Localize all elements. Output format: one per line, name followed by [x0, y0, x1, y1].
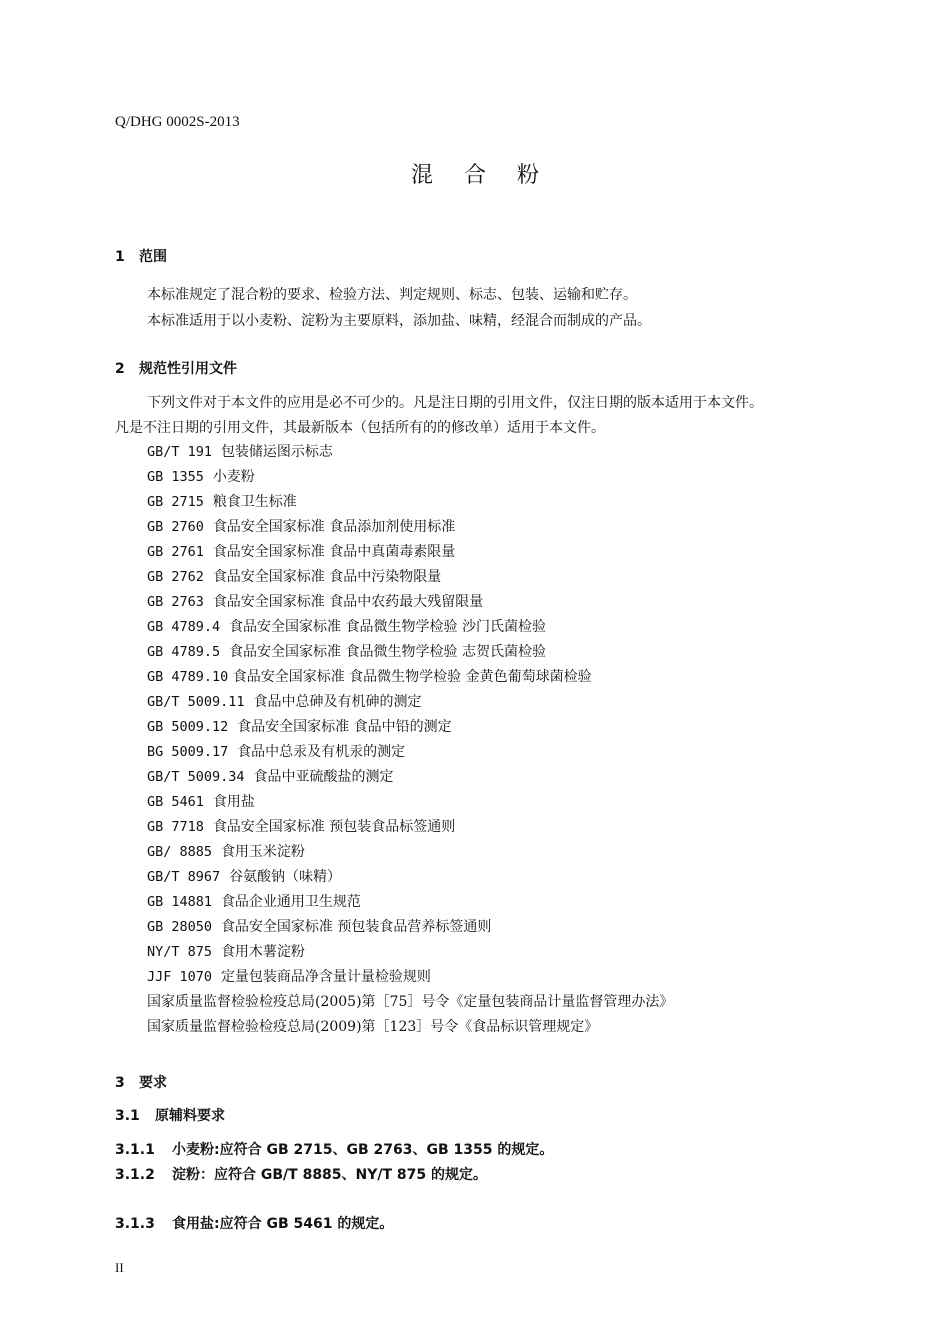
decree-reference: 国家质量监督检验检疫总局(2009)第［123］号令《食品标识管理规定》 [147, 1019, 599, 1035]
reference-title: 食品中总砷及有机砷的测定 [253, 694, 422, 710]
reference-title: 包装储运图示标志 [220, 444, 333, 460]
reference-title: 食品安全国家标准 食品中农药最大残留限量 [212, 594, 484, 610]
reference-code: GB 4789.10 [147, 669, 229, 685]
reference-code: GB 7718 [147, 819, 204, 835]
reference-item [147, 766, 393, 786]
reference-code: GB/T 191 [147, 444, 213, 460]
reference-item [147, 566, 441, 586]
page-number: II [115, 1260, 124, 1275]
reference-title: 食品企业通用卫生规范 [220, 894, 361, 910]
reference-item [147, 491, 297, 511]
reference-title: 食品安全国家标准 食品微生物学检验 金黄色葡萄球菌检验 [232, 669, 592, 685]
reference-code: GB 1355 [147, 469, 204, 485]
reference-code: JJF 1070 [147, 969, 213, 985]
reference-title: 食品安全国家标准 食品添加剂使用标准 [212, 519, 456, 535]
reference-item [147, 791, 255, 811]
reference-code: GB/T 5009.11 [147, 694, 245, 710]
reference-item [147, 516, 455, 536]
item-text: 淀粉：应符合 GB/T 8885、NY/T 875 的规定。 [172, 1167, 488, 1183]
reference-code: GB/T 8967 [147, 869, 221, 885]
subsection-title: 原辅料要求 [155, 1108, 225, 1124]
item-text: 小麦粉:应符合 GB 2715、GB 2763、GB 1355 的规定。 [172, 1142, 554, 1158]
section-title: 要求 [139, 1075, 167, 1091]
reference-item [147, 891, 361, 911]
section-number: 3 [115, 1075, 125, 1091]
scope-paragraph: 本标准适用于以小麦粉、淀粉为主要原料，添加盐、味精，经混合而制成的产品。 [147, 313, 651, 329]
reference-title: 食用玉米淀粉 [220, 844, 305, 860]
section-number: 1 [115, 249, 125, 265]
reference-item [147, 641, 546, 661]
reference-item [147, 691, 421, 711]
reference-title: 食品安全国家标准 食品中污染物限量 [212, 569, 442, 585]
requirement-item [115, 1164, 487, 1184]
reference-title: 食品安全国家标准 食品微生物学检验 志贺氏菌检验 [229, 644, 546, 660]
reference-code: GB/ 8885 [147, 844, 213, 860]
reference-item [147, 816, 455, 836]
reference-item [147, 966, 431, 986]
section-2-heading [115, 358, 237, 378]
reference-code: GB 14881 [147, 894, 213, 910]
reference-item [147, 866, 341, 886]
section-3-heading [115, 1072, 167, 1092]
standard-code: Q/DHG 0002S-2013 [115, 114, 240, 130]
reference-item [147, 741, 405, 761]
reference-item [147, 941, 305, 961]
reference-item [147, 466, 255, 486]
reference-item [147, 916, 491, 936]
reference-title: 食品中总汞及有机汞的测定 [237, 744, 406, 760]
subsection-number: 3.1 [115, 1108, 140, 1124]
reference-item [147, 716, 452, 736]
item-number: 3.1.3 [115, 1216, 155, 1232]
section-number: 2 [115, 361, 125, 377]
reference-title: 食品安全国家标准 食品中真菌毒素限量 [212, 544, 456, 560]
decree-reference: 国家质量监督检验检疫总局(2005)第［75］号令《定量包装商品计量监督管理办法》 [147, 994, 674, 1010]
reference-code: GB/T 5009.34 [147, 769, 245, 785]
reference-title: 小麦粉 [212, 469, 255, 485]
reference-code: GB 4789.4 [147, 619, 221, 635]
reference-code: GB 5009.12 [147, 719, 229, 735]
document-title: 混 合 粉 [411, 163, 551, 188]
reference-title: 食用木薯淀粉 [220, 944, 305, 960]
reference-item [147, 666, 592, 686]
reference-code: GB 5461 [147, 794, 204, 810]
reference-title: 定量包装商品净含量计量检验规则 [220, 969, 431, 985]
reference-item [147, 616, 546, 636]
reference-item [147, 541, 455, 561]
reference-item [147, 441, 333, 461]
reference-title: 食品安全国家标准 食品微生物学检验 沙门氏菌检验 [229, 619, 546, 635]
reference-code: GB 28050 [147, 919, 213, 935]
reference-code: GB 2761 [147, 544, 204, 560]
reference-title: 粮食卫生标准 [212, 494, 297, 510]
section-title: 范围 [139, 249, 167, 265]
refs-intro-line: 凡是不注日期的引用文件，其最新版本（包括所有的的修改单）适用于本文件。 [115, 420, 605, 436]
scope-paragraph: 本标准规定了混合粉的要求、检验方法、判定规则、标志、包装、运输和贮存。 [147, 287, 637, 303]
subsection-3-1-heading [115, 1105, 225, 1125]
requirement-item [115, 1213, 393, 1233]
reference-code: GB 2760 [147, 519, 204, 535]
reference-code: GB 2715 [147, 494, 204, 510]
section-1-heading [115, 246, 167, 266]
reference-title: 食品安全国家标准 食品中铅的测定 [237, 719, 452, 735]
reference-code: BG 5009.17 [147, 744, 229, 760]
reference-title: 食品安全国家标准 预包装食品营养标签通则 [220, 919, 492, 935]
item-number: 3.1.1 [115, 1142, 155, 1158]
reference-item [147, 591, 483, 611]
item-number: 3.1.2 [115, 1167, 155, 1183]
reference-item [147, 841, 305, 861]
reference-code: GB 2763 [147, 594, 204, 610]
reference-code: GB 2762 [147, 569, 204, 585]
section-title: 规范性引用文件 [139, 361, 237, 377]
reference-title: 食用盐 [212, 794, 255, 810]
item-text: 食用盐:应符合 GB 5461 的规定。 [172, 1216, 394, 1232]
refs-intro-line: 下列文件对于本文件的应用是必不可少的。凡是注日期的引用文件，仅注日期的版本适用于本文件。 [147, 395, 763, 411]
requirement-item [115, 1139, 553, 1159]
reference-title: 食品中亚硫酸盐的测定 [253, 769, 394, 785]
reference-code: NY/T 875 [147, 944, 213, 960]
reference-title: 谷氨酸钠（味精） [229, 869, 342, 885]
reference-title: 食品安全国家标准 预包装食品标签通则 [212, 819, 456, 835]
reference-code: GB 4789.5 [147, 644, 221, 660]
